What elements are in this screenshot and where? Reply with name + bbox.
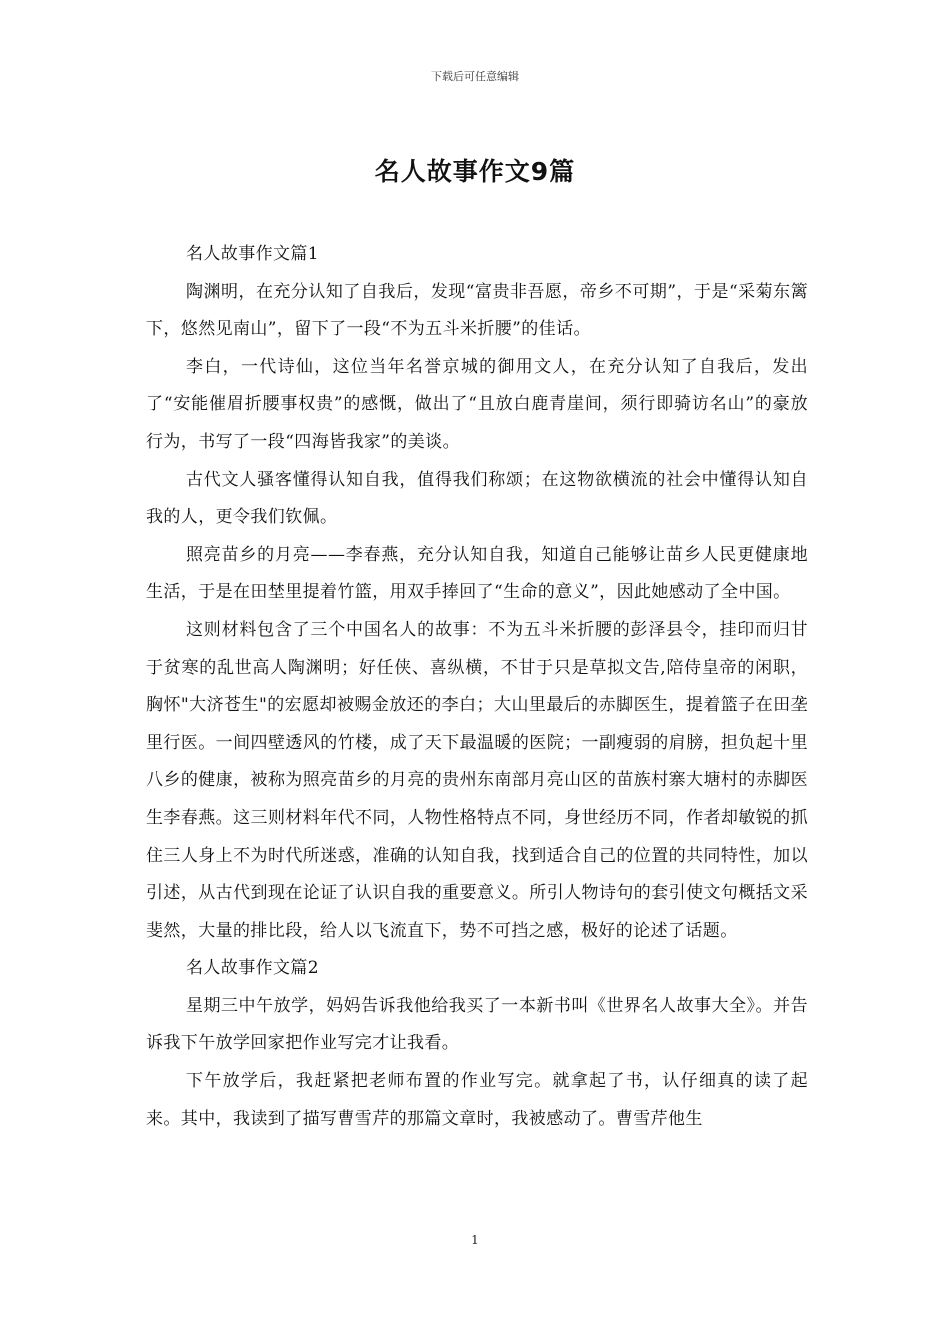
paragraph: 照亮苗乡的月亮——李春燕，充分认知自我，知道自己能够让苗乡人民更健康地生活，于是在田埜里提着竹篮，用双手捧回了“生命的意义”，因此她感动了全中国。 — [146, 544, 808, 603]
section-heading: 名人故事作文篇1 — [186, 244, 320, 264]
paragraph: 星期三中午放学，妈妈告诉我他给我买了一本新书叫《世界名人故事大全》。并告诉我下午放学回家把作业写完才让我看。 — [146, 995, 808, 1054]
paragraph: 这则材料包含了三个中国名人的故事：不为五斗米折腰的彭泽县令，挂印而归甘于贫寒的乱世高人陶渊明；好任侠、喜纵横，不甘于只是草拟文告,陪侍皇帝的闲职，胸怀"大济苍生"的宏愿却被赐金放还的李白；大山里最后的赤脚医生，提着篮子在田垄里行医。一间四壁透风的竹楼，成了天下最温暖的医院；一副瘦弱的肩膀，担负起十里八乡的健康，被称为照亮苗乡的月亮的贵州东南部月亮山区的苗族村寨大塘村的赤脚医生李春燕。这三则材料年代不同，人物性格特点不同，身世经历不同，作者却敏锐的抓住三人身上不为时代所迷惑，准确的认知自我，找到适合自己的位置的共同特性，加以引述，从古代到现在论证了认识自我的重要意义。所引人物诗句的套引使文句概括文采斐然，大量的排比段，给人以飞流直下，势不可挡之感，极好的论述了话题。 — [146, 619, 808, 941]
header-note: 下载后可任意编辑 — [431, 70, 519, 83]
paragraph: 古代文人骚客懂得认知自我，值得我们称颂；在这物欲横流的社会中懂得认知自我的人，更令我们钦佩。 — [146, 469, 808, 528]
section-heading: 名人故事作文篇2 — [186, 958, 320, 979]
paragraph: 下午放学后，我赶紧把老师布置的作业写完。就拿起了书，认仔细真的读了起来。其中，我读到了描写曹雪芹的那篇文章时，我被感动了。曹雪芹他生 — [146, 1071, 808, 1129]
paragraph: 陶渊明，在充分认知了自我后，发现“富贵非吾愿，帝乡不可期”，于是“采菊东篱下，悠然见南山”，留下了一段“不为五斗米折腰”的佳话。 — [146, 281, 808, 340]
document-body — [146, 236, 808, 1138]
document-title: 名人故事作文9篇 — [374, 157, 576, 186]
paragraph: 李白，一代诗仙，这位当年名誉京城的御用文人，在充分认知了自我后，发出了“安能催眉折腰事权贵”的感慨，做出了“且放白鹿青崖间，须行即骑访名山”的豪放行为，书写了一段“四海皆我家”的美谈。 — [146, 356, 808, 452]
page-number: 1 — [471, 1233, 479, 1247]
